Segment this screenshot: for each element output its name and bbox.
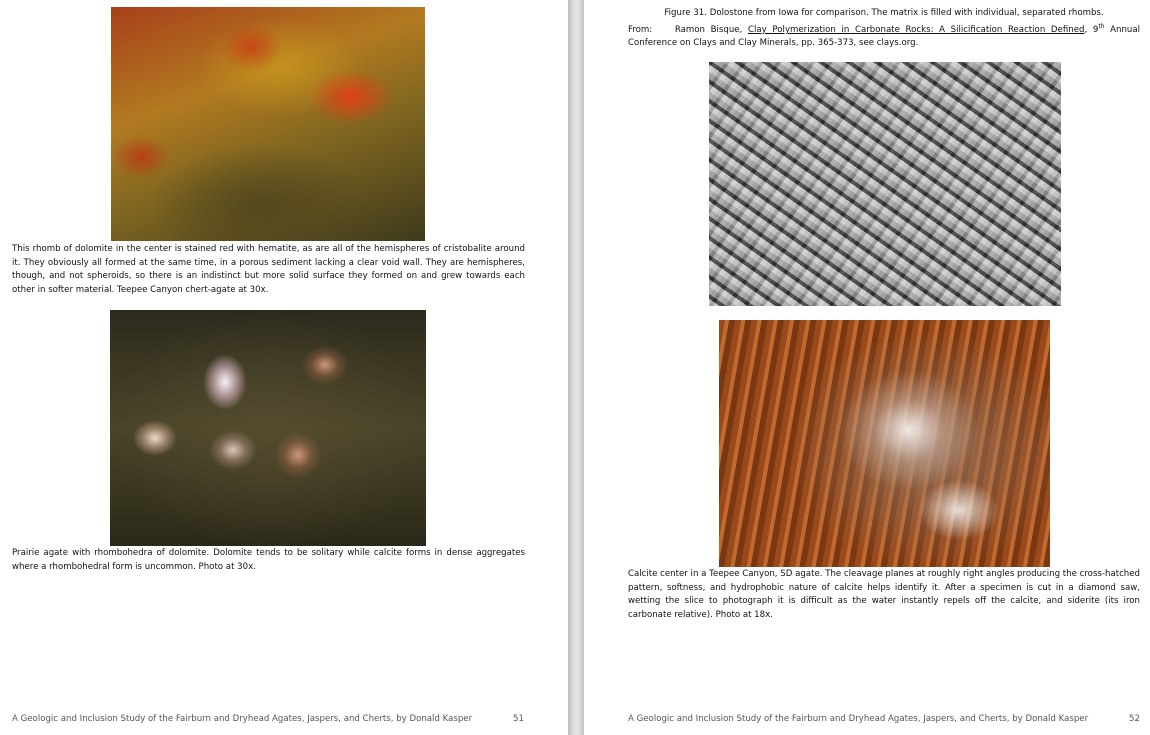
caption-calcite: Calcite center in a Teepee Canyon, SD agate. The cleavage planes at roughly right angles producing the cross-hatched pattern, softness, and hydrophobic nature of calcite helps identify it. After a specimen is cut in a diamond saw, wetting the slice to photograph it is difficult as the water instantly repels off the calcite, and siderite (its iron carbonate relative). Photo at 18x. bbox=[628, 569, 1140, 620]
photo-red-dolomite-rhomb bbox=[111, 7, 425, 241]
page-gutter bbox=[568, 0, 584, 735]
figure-reference: From: Ramon Bisque, Clay Polymerization in Carbonate Rocks: A Silicification Reaction Defined, 9th Annual Conference on Clays and Clay Minerals, pp. 365-373, see clays.org. bbox=[628, 23, 1141, 49]
photo-prairie-agate bbox=[110, 310, 426, 546]
page-footer: A Geologic and Inclusion Study of the Fairburn and Dryhead Agates, Jaspers, and Cherts, by Donald Kasper bbox=[628, 714, 1089, 724]
page-number: 51 bbox=[513, 714, 524, 724]
document-page-51 bbox=[0, 0, 568, 735]
caption-red-dolomite: This rhomb of dolomite in the center is stained red with hematite, as are all of the hemispheres of cristobalite around it. They obviously all formed at the same time, in a porous sediment lacking a clear void wall. They are hemispheres, though, and not spheroids, so there is an indistinct but more solid surface they formed on and grew towards each other in softer material. Teepee Canyon chert-agate at 30x. bbox=[12, 244, 525, 295]
figure-title: Figure 31. Dolostone from Iowa for comparison. The matrix is filled with individual, separated rhombs. bbox=[664, 8, 1104, 18]
reference-author: Ramon Bisque, bbox=[674, 24, 743, 35]
document-page-52 bbox=[584, 0, 1150, 735]
photo-dolostone-iowa bbox=[709, 62, 1061, 306]
reference-ordinal: 9 bbox=[1092, 24, 1099, 35]
page-footer: A Geologic and Inclusion Study of the Fairburn and Dryhead Agates, Jaspers, and Cherts, by Donald Kasper bbox=[12, 714, 473, 724]
reference-from-label: From: bbox=[628, 24, 653, 35]
photo-calcite-center bbox=[719, 320, 1050, 567]
caption-prairie-agate: Prairie agate with rhombohedra of dolomite. Dolomite tends to be solitary while calcite forms in dense aggregates where a rhombohedral form is uncommon. Photo at 30x. bbox=[12, 548, 525, 572]
page-number: 52 bbox=[1129, 714, 1140, 724]
reference-tail: Annual Conference on Clays and Clay Minerals, pp. 365-373, see clays.org. bbox=[628, 24, 1141, 49]
reference-title-link: Clay Polymerization in Carbonate Rocks: A Silicification Reaction Defined bbox=[748, 24, 1085, 35]
reference-ordinal-sup: th bbox=[1098, 23, 1105, 30]
